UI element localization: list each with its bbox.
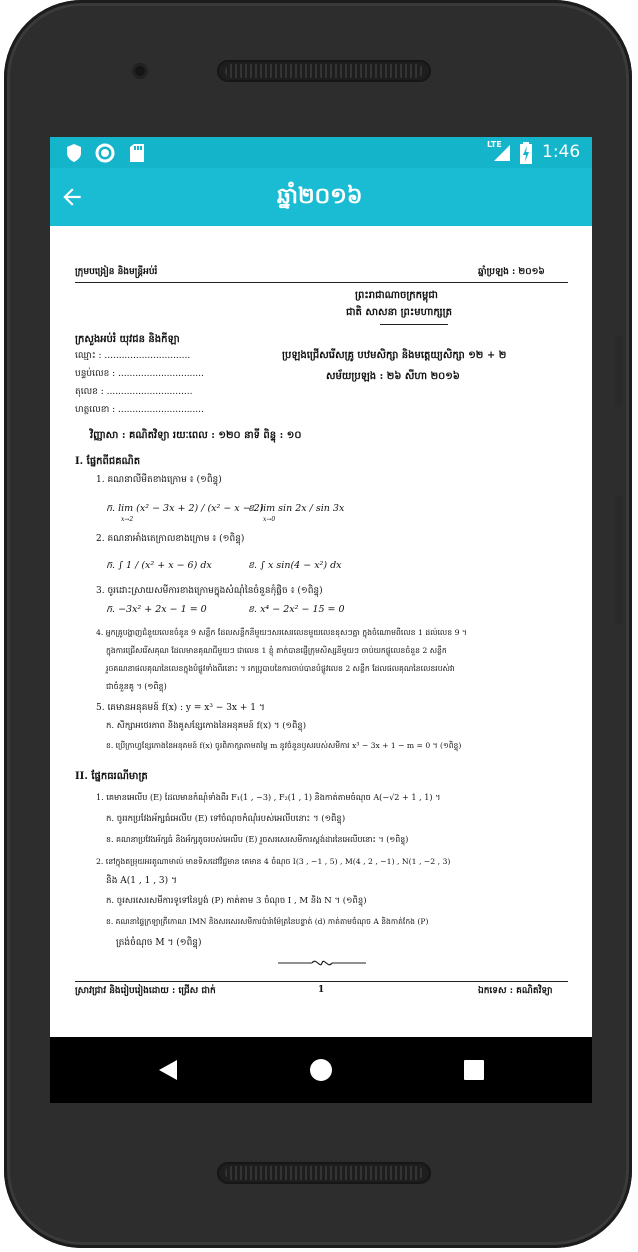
end-ornament	[276, 956, 368, 970]
p2-q1: 1. គេមានអេលីប (E) ដែលមានកំណុំទាំងពីរ F₁(1 , −3) , F₂(1 , 1) និងកាត់តាមចំណុច A(−√2 + 1 , 1) ។	[96, 792, 441, 802]
top-speaker	[217, 60, 431, 82]
subject-line: វិញ្ញាសា : គណិតវិទ្យា រយៈពេល : ១២០ នាទី ពិន្ទុ : ១០	[90, 430, 302, 441]
field-signature: ហត្ថលេខា : ..............................	[75, 405, 204, 415]
battery-charging-icon	[520, 142, 532, 164]
p1-q3b: ខ. x⁴ − 2x² − 15 = 0	[248, 604, 345, 615]
screen	[50, 137, 592, 1037]
p1-q1a: ក. lim (x² − 3x + 2) / (x² − x − 2)	[106, 503, 264, 514]
p2-q2a: ក. ចូរសរសេរសមីការទូទៅនៃប្លង់ (P) កាត់តាម 3 ចំណុច I , M និង N ។ (១ពិន្ទុ)	[106, 896, 367, 906]
nav-recents-icon[interactable]	[463, 1059, 485, 1081]
p1-q1a-sub: x→2	[121, 516, 134, 523]
p2-q1b: ខ. គណនាប្រវែងអ័ក្សធំ និងអ័ក្សតូចរបស់អេលីប (E) រួចសរសេរសមីការស្តង់ដារនៃអេលីបនោះ ។ (១ពិន្ទុ)	[106, 835, 409, 844]
back-arrow-icon[interactable]	[59, 184, 85, 210]
doc-header-left: ក្រុមបង្រៀន និងមន្ត្រីអប់រំ	[75, 267, 158, 277]
nav-home-icon[interactable]	[309, 1058, 333, 1082]
footer-right: ឯកទេស : គណិតវិទ្យា	[478, 986, 553, 996]
nav-back-icon[interactable]	[157, 1058, 179, 1082]
header-rule	[75, 282, 568, 283]
status-time: 1:46	[542, 142, 581, 162]
p1-q3a: ក. −3x² + 2x − 1 = 0	[106, 604, 207, 615]
field-room: បន្ទប់លេខ : ..............................	[75, 369, 204, 379]
p1-q4-line1: 4. អ្នកគ្រូបង្ហាញជំនួយលេខចំនួន 9 សន្លឹក ដែលសន្លឹកនីមួយៗសរសេរលេខមួយលេខខុសៗគ្នា ក្នុងចំណោមពីលេខ 1 ដល់លេខ 9 ។	[96, 628, 467, 637]
document-page[interactable]	[50, 226, 592, 1037]
signal-icon	[493, 144, 511, 162]
p1-q4-line4: ជាចំនួនគូ ។ (១ពិន្ទុ)	[106, 682, 167, 691]
exam-date: សម័យប្រឡង : ២៦ សីហា ២០១៦	[326, 371, 460, 382]
motto-ornament	[380, 324, 448, 325]
circle-icon	[95, 143, 115, 163]
power-button	[615, 495, 623, 625]
p1-q5a: ក. សិក្សាអថេរភាព និងគូសខ្សែកោងនៃអនុគមន៍ f(x) ។ (១ពិន្ទុ)	[106, 721, 307, 731]
exam-title: ប្រឡងជ្រើសរើសគ្រូ បឋមសិក្សា និងមត្តេយ្យសិក្សា ១២ + ២	[282, 350, 507, 361]
p2-q2b-line1: ខ. គណនាផ្ទៃក្រឡាត្រីកោណ IMN និងសរសេរសមីការប៉ារ៉ាម៉ែត្រនៃបន្ទាត់ (d) កាត់តាមចំណុច A និងកាត់កែង (P)	[106, 917, 429, 926]
p1-q4-line3: រួចគណនាផលគុណនៃលេខក្នុងបំផ្លូវទាំងពីរនោះ ។ រកប្រូបាបនៃការចាប់បានបំផ្លូវលេខ 2 សន្លឹក ដែលផលគុណនៃលេខរបស់វា	[106, 664, 455, 673]
kingdom-title: ព្រះរាជាណាចក្រកម្ពុជា	[355, 290, 438, 301]
footer-rule	[75, 981, 568, 982]
p2-q2-line2: និង A(1 , 1 , 3) ។	[106, 876, 177, 886]
volume-button	[615, 335, 623, 405]
shield-icon	[65, 143, 83, 163]
p1-q5: 5. គេមានអនុគមន៍ f(x) : y = x³ − 3x + 1 ។	[96, 703, 265, 713]
field-table: តុលេខ : ..............................	[75, 387, 193, 397]
bottom-speaker	[217, 1162, 431, 1184]
doc-header-right: ឆ្នាំប្រឡង : ២០១៦	[478, 267, 545, 277]
part1-heading: I. ផ្នែកពីជគណិត	[75, 456, 141, 467]
ministry-label: ក្រសួងអប់រំ យុវជន និងកីឡា	[75, 334, 180, 345]
app-bar	[50, 168, 592, 226]
status-bar	[50, 137, 592, 168]
footer-left: ស្រាវជ្រាវ និងរៀបរៀងដោយ : ជ្រើស ជាក់	[75, 986, 216, 996]
p1-q2b: ខ. ∫ x sin(4 − x²) dx	[248, 560, 342, 571]
p1-q4-line2: ក្នុងការជ្រើសរើសគុណ ដែលមានគុណជីមួយៗ ជាលេខ 1 ខ្ញុំ តាក់បានផ្ញើក្រុមសិស្សនីមួយៗ ចាប់យកផ្លូលេខចំនួន 2 សន្លឹក	[106, 646, 447, 655]
footer-page-number: 1	[318, 985, 325, 995]
kingdom-motto: ជាតិ សាសនា ព្រះមហាក្សត្រ	[346, 307, 452, 318]
p1-q2a: ក. ∫ 1 / (x² + x − 6) dx	[106, 560, 212, 571]
p1-q1: 1. គណនាលីមីតខាងក្រោម ៖ (១ពិន្ទុ)	[96, 475, 222, 485]
p2-q1a: ក. ចូររកប្រវែងអ័ក្សធំអេលីប (E) ទៅចំណុចកំណុំរបស់អេលីបនោះ ។ (១ពិន្ទុ)	[106, 814, 346, 824]
front-camera	[132, 63, 148, 79]
page-title: ឆ្នាំ២០១៦	[277, 184, 363, 209]
p2-q2b-line2: ត្រង់ចំណុច M ។ (១ពិន្ទុ)	[116, 938, 202, 948]
p1-q3: 3. ចូរដោះស្រាយសមីការខាងក្រោមក្នុងសំណុំនៃចំនួនកុំផ្លិច ៖ (១ពិន្ទុ)	[96, 586, 323, 596]
network-label: LTE	[487, 140, 502, 149]
p1-q5b: ខ. ប្រើក្រាហ្វខ្សែកោងនៃអនុគមន៍ f(x) ចូរពិភាក្សាតាមតម្លៃ m នូវចំនួនឫសរបស់សមីការ x³ − 3x + 1 − m = 0 ។ (១ពិន្ទុ)	[106, 741, 462, 750]
p1-q1b-sub: x→0	[263, 516, 276, 523]
p1-q2: 2. គណនាអាំងតេក្រាលខាងក្រោម ៖ (១ពិន្ទុ)	[96, 534, 245, 544]
p2-q2-line1: 2. នៅក្នុងតម្រុយអរតូណាមាល់ មានទិសដៅវិជ្ជមាន គេមាន 4 ចំណុច I(3 , −1 , 5) , M(4 , 2 , −1) , N(1 , −2 , 3)	[96, 857, 451, 866]
sd-card-icon	[128, 143, 146, 163]
navigation-bar	[50, 1037, 592, 1103]
field-name: ឈ្មោះ : ..............................	[75, 351, 191, 361]
part2-heading: II. ផ្នែកធរណីមាត្រ	[75, 771, 148, 782]
p1-q1b: ខ. lim sin 2x / sin 3x	[248, 503, 345, 514]
